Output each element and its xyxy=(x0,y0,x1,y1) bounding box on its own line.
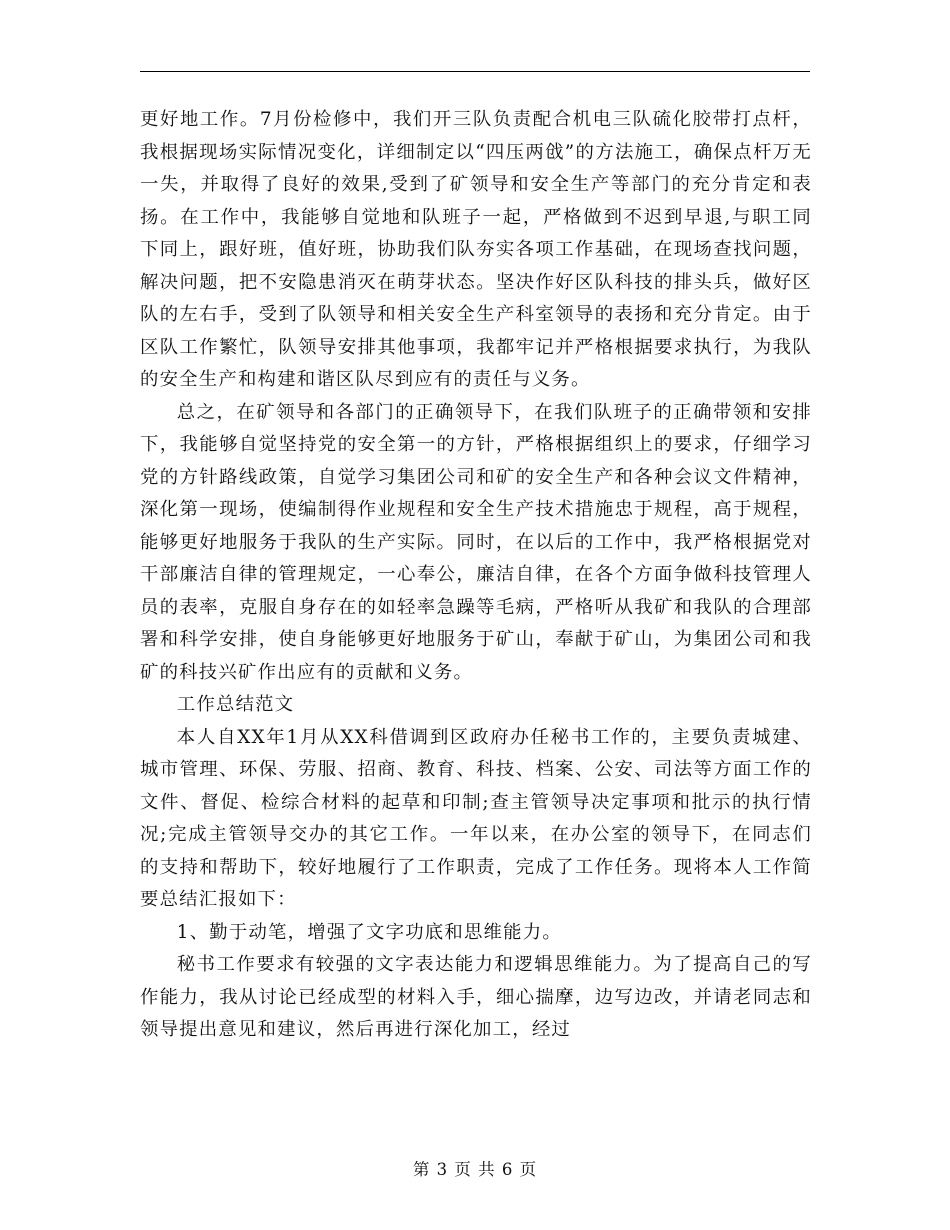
paragraph: 秘书工作要求有较强的文字表达能力和逻辑思维能力。为了提高自己的写作能力，我从讨论已经成型的材料入手，细心揣摩，边写边改，并请老同志和领导提出意见和建议，然后再进行深化加工，经过 xyxy=(140,954,812,1040)
page-footer xyxy=(0,1156,950,1180)
paragraph: 更好地工作。7月份检修中，我们开三队负责配合机电三队硫化胶带打点杆，我根据现场实际情况变化，详细制定以“四压两戗”的方法施工，确保点杆万无一失，并取得了良好的效果,受到了矿领导和安全生产等部门的充分肯定和表扬。在工作中，我能够自觉地和队班子一起，严格做到不迟到早退,与职工同下同上，跟好班，值好班，协助我们队夯实各项工作基础，在现场查找问题，解决问题，把不安隐患消灭在萌芽状态。坚决作好区队科技的排头兵，做好区队的左右手，受到了队领导和相关安全生产科室领导的表扬和充分肯定。由于区队工作繁忙，队领导安排其他事项，我都牢记并严格根据要求执行，为我队的安全生产和构建和谐区队尽到应有的责任与义务。 xyxy=(140,109,812,390)
paragraph: 本人自XX年1月从XX科借调到区政府办任秘书工作的，主要负责城建、城市管理、环保、劳服、招商、教育、科技、档案、公安、司法等方面工作的文件、督促、检综合材料的起草和印制;查主管领导决定事项和批示的执行情况;完成主管领导交办的其它工作。一年以来，在办公室的领导下，在同志们的支持和帮助下，较好地履行了工作职责，完成了工作任务。现将本人工作简要总结汇报如下： xyxy=(140,726,812,910)
document-body xyxy=(140,104,812,1047)
paragraph: 总之，在矿领导和各部门的正确领导下，在我们队班子的正确带领和安排下，我能够自觉坚持党的安全第一的方针，严格根据组织上的要求，仔细学习党的方针路线政策，自觉学习集团公司和矿的安全生产和各种会议文件精神，深化第一现场，使编制得作业规程和安全生产技术措施忠于规程，高于规程，能够更好地服务于我队的生产实际。同时，在以后的工作中，我严格根据党对干部廉洁自律的管理规定，一心奉公，廉洁自律，在各个方面争做科技管理人员的表率，克服自身存在的如轻率急躁等毛病，严格听从我矿和我队的合理部署和科学安排，使自身能够更好地服务于矿山，奉献于矿山，为集团公司和我矿的科技兴矿作出应有的贡献和义务。 xyxy=(140,401,812,683)
numbered-point: 1、勤于动笔，增强了文字功底和思维能力。 xyxy=(176,921,562,943)
header-rule xyxy=(140,71,810,72)
page-number: 第 3 页 共 6 页 xyxy=(412,1160,538,1179)
section-heading: 工作总结范文 xyxy=(176,694,295,715)
